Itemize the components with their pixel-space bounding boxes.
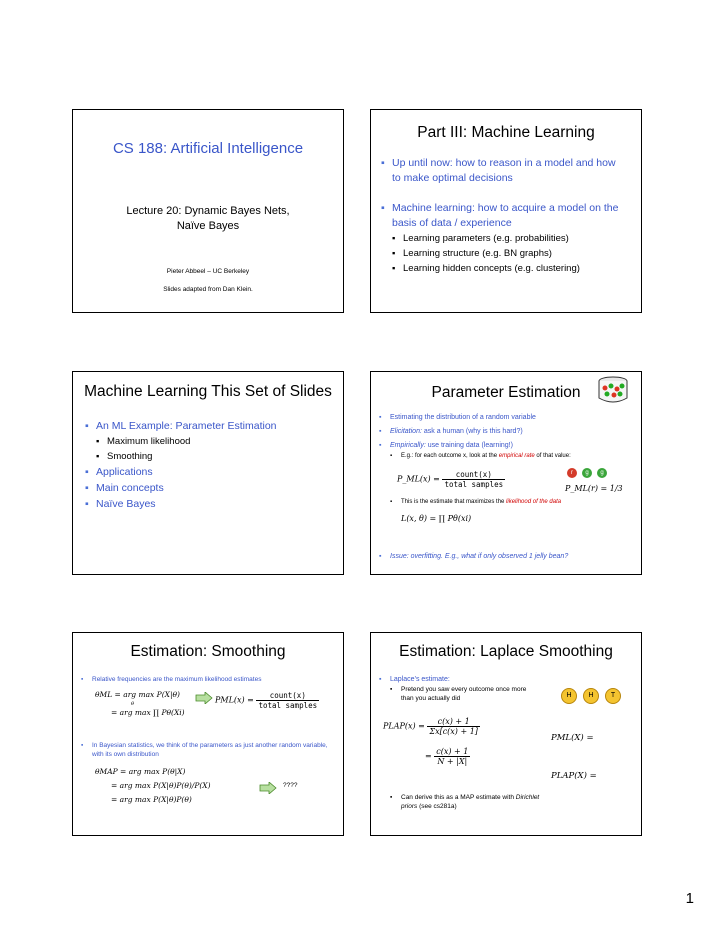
numerator: c(x) + 1	[427, 717, 480, 727]
eq-label: PLAP(x) =	[383, 721, 425, 731]
slide-title: Parameter Estimation	[431, 384, 581, 401]
bullet-list-2	[81, 741, 329, 759]
coin-tails-icon: T	[605, 688, 621, 704]
bullet-list	[379, 412, 635, 462]
page-number: 1	[685, 890, 694, 907]
em-text: empirical rate	[498, 453, 535, 459]
arrow-right-icon	[259, 781, 277, 799]
eq-line: = arg max ∏ Pθ(Xi)	[111, 708, 185, 717]
em-text: likelihood of the data	[506, 499, 562, 505]
laplace-equation-2	[425, 747, 470, 766]
elicitation-rest: ask a human (why is this hard?)	[421, 428, 523, 435]
sub-bullet: ▪ Maximum likelihood	[96, 434, 333, 449]
slide-title: Estimation: Smoothing	[130, 643, 286, 660]
eq-line: = arg max P(X|θ)P(θ)	[111, 795, 192, 804]
jelly-bean-jar-icon	[597, 376, 629, 409]
coin-heads-icon: H	[561, 688, 577, 704]
laplace-equation	[383, 717, 480, 736]
bullet: ▪ Estimating the distribution of a random variable	[379, 412, 635, 423]
sub-bullet	[390, 793, 540, 811]
sub-bullet-list-2	[390, 793, 540, 811]
lecture-line-2: Naïve Bayes	[176, 220, 240, 232]
bullet: ▪ An ML Example: Parameter Estimation	[85, 418, 333, 434]
denominator: total samples	[258, 701, 318, 710]
eq-line: θMAP = arg max P(θ|X)	[95, 767, 186, 776]
sub-bullet	[390, 498, 635, 507]
pml-equation	[215, 691, 319, 710]
green-bean-icon: g	[582, 468, 592, 478]
numerator: count(x)	[256, 691, 319, 701]
sub-bullet: ▪ Learning structure (e.g. BN graphs)	[392, 246, 627, 261]
lecture-line-1: Lecture 20: Dynamic Bayes Nets,	[126, 205, 290, 217]
em-text: Dirichlet priors	[401, 794, 540, 810]
denominator: N + |X|	[437, 757, 468, 766]
bullet-list	[381, 156, 627, 276]
slide-title: Estimation: Laplace Smoothing	[399, 643, 613, 660]
map-derivation	[95, 765, 211, 807]
slide-title: Machine Learning This Set of Slides	[84, 383, 332, 400]
bullet	[379, 426, 635, 437]
course-title: CS 188: Artificial Intelligence	[112, 140, 304, 157]
bullet: ▪ Main concepts	[85, 480, 333, 496]
denominator: Σx[c(x) + 1]	[429, 727, 478, 736]
bullet-list	[379, 675, 635, 685]
slide-ml-this-set	[72, 371, 344, 575]
slide-machine-learning	[370, 109, 642, 313]
numerator: count(x)	[442, 470, 505, 480]
arrow-right-icon	[195, 691, 213, 709]
bullet-list-3	[379, 552, 635, 562]
empirically-em: Empirically:	[390, 442, 426, 449]
coin-heads-icon: H	[583, 688, 599, 704]
ml-derivation	[95, 689, 185, 719]
fraction	[434, 747, 470, 766]
denominator: total samples	[444, 480, 504, 489]
slide-laplace-smoothing	[370, 632, 642, 836]
bullet: ▪ Naïve Bayes	[85, 496, 333, 512]
text: (see cs281a)	[417, 803, 457, 810]
pml-r-equation: P_ML(r) = 1/3	[565, 484, 623, 493]
slide-parameter-estimation	[370, 371, 642, 575]
sub-bullet	[390, 451, 635, 462]
bullet: ▪ Issue: overfitting. E.g., what if only observed 1 jelly bean?	[379, 552, 635, 562]
empirically-rest: use training data (learning!)	[425, 442, 513, 449]
green-bean-icon: g	[597, 468, 607, 478]
eq-sub: θ	[131, 701, 135, 707]
numerator: c(x) + 1	[436, 747, 469, 756]
bullet: ▪ Applications	[85, 464, 333, 480]
likelihood-equation: L(x, θ) = ∏ Pθ(xi)	[401, 514, 472, 523]
elicitation-em: Elicitation:	[390, 428, 422, 435]
bullet: ▪ In Bayesian statistics, we think of the parameters as just another random variable, with its own distribution	[81, 741, 329, 759]
fraction	[256, 691, 319, 710]
bullet-list	[85, 418, 333, 512]
eq-label: P_ML(x) =	[397, 474, 440, 484]
sub-bullet: ▪ Learning hidden concepts (e.g. clustering)	[392, 261, 627, 276]
ml-equation	[397, 470, 505, 489]
text: Can derive this as a MAP estimate with	[401, 794, 516, 801]
equals-sign: =	[425, 751, 432, 761]
fraction	[427, 717, 480, 736]
sub-bullet: ▪ Pretend you saw every outcome once more than you actually did	[390, 685, 540, 703]
eq-line: = arg max P(X|θ)P(θ)/P(X)	[111, 781, 211, 790]
question-marks: ????	[283, 782, 298, 789]
sub-bullet: ▪ Learning parameters (e.g. probabilities)	[392, 231, 627, 246]
eq-label: PML(x) =	[215, 695, 254, 705]
text: E.g.: for each outcome x, look at the	[401, 453, 499, 459]
credit: Slides adapted from Dan Klein.	[163, 286, 253, 293]
plap-blank-equation: PLAP(X) =	[551, 771, 597, 781]
slide-title: Part III: Machine Learning	[417, 124, 595, 141]
fraction	[442, 470, 505, 489]
author: Pieter Abbeel – UC Berkeley	[166, 268, 250, 275]
bullet: ▪ Laplace’s estimate:	[379, 675, 635, 685]
bullet-list	[81, 675, 337, 684]
slide-smoothing	[72, 632, 344, 836]
bullet: ▪ Up until now: how to reason in a model and how to make optimal decisions	[381, 156, 627, 186]
sub-bullet-list	[390, 685, 540, 703]
sub-bullet: ▪ Smoothing	[96, 449, 333, 464]
bullet-list-2	[390, 498, 635, 507]
text: of that value:	[534, 453, 571, 459]
lecture-title	[73, 204, 343, 234]
text: This is the estimate that maximizes the	[401, 499, 507, 505]
red-bean-icon: r	[567, 468, 577, 478]
pml-blank-equation: PML(X) =	[551, 733, 594, 743]
slide-title	[72, 109, 344, 313]
eq-line: θML = arg max P(X|θ)	[95, 690, 180, 699]
bullet	[379, 440, 635, 451]
bullet: ▪ Machine learning: how to acquire a model on the basis of data / experience	[381, 201, 627, 231]
bullet: ▪ Relative frequencies are the maximum likelihood estimates	[81, 675, 337, 684]
